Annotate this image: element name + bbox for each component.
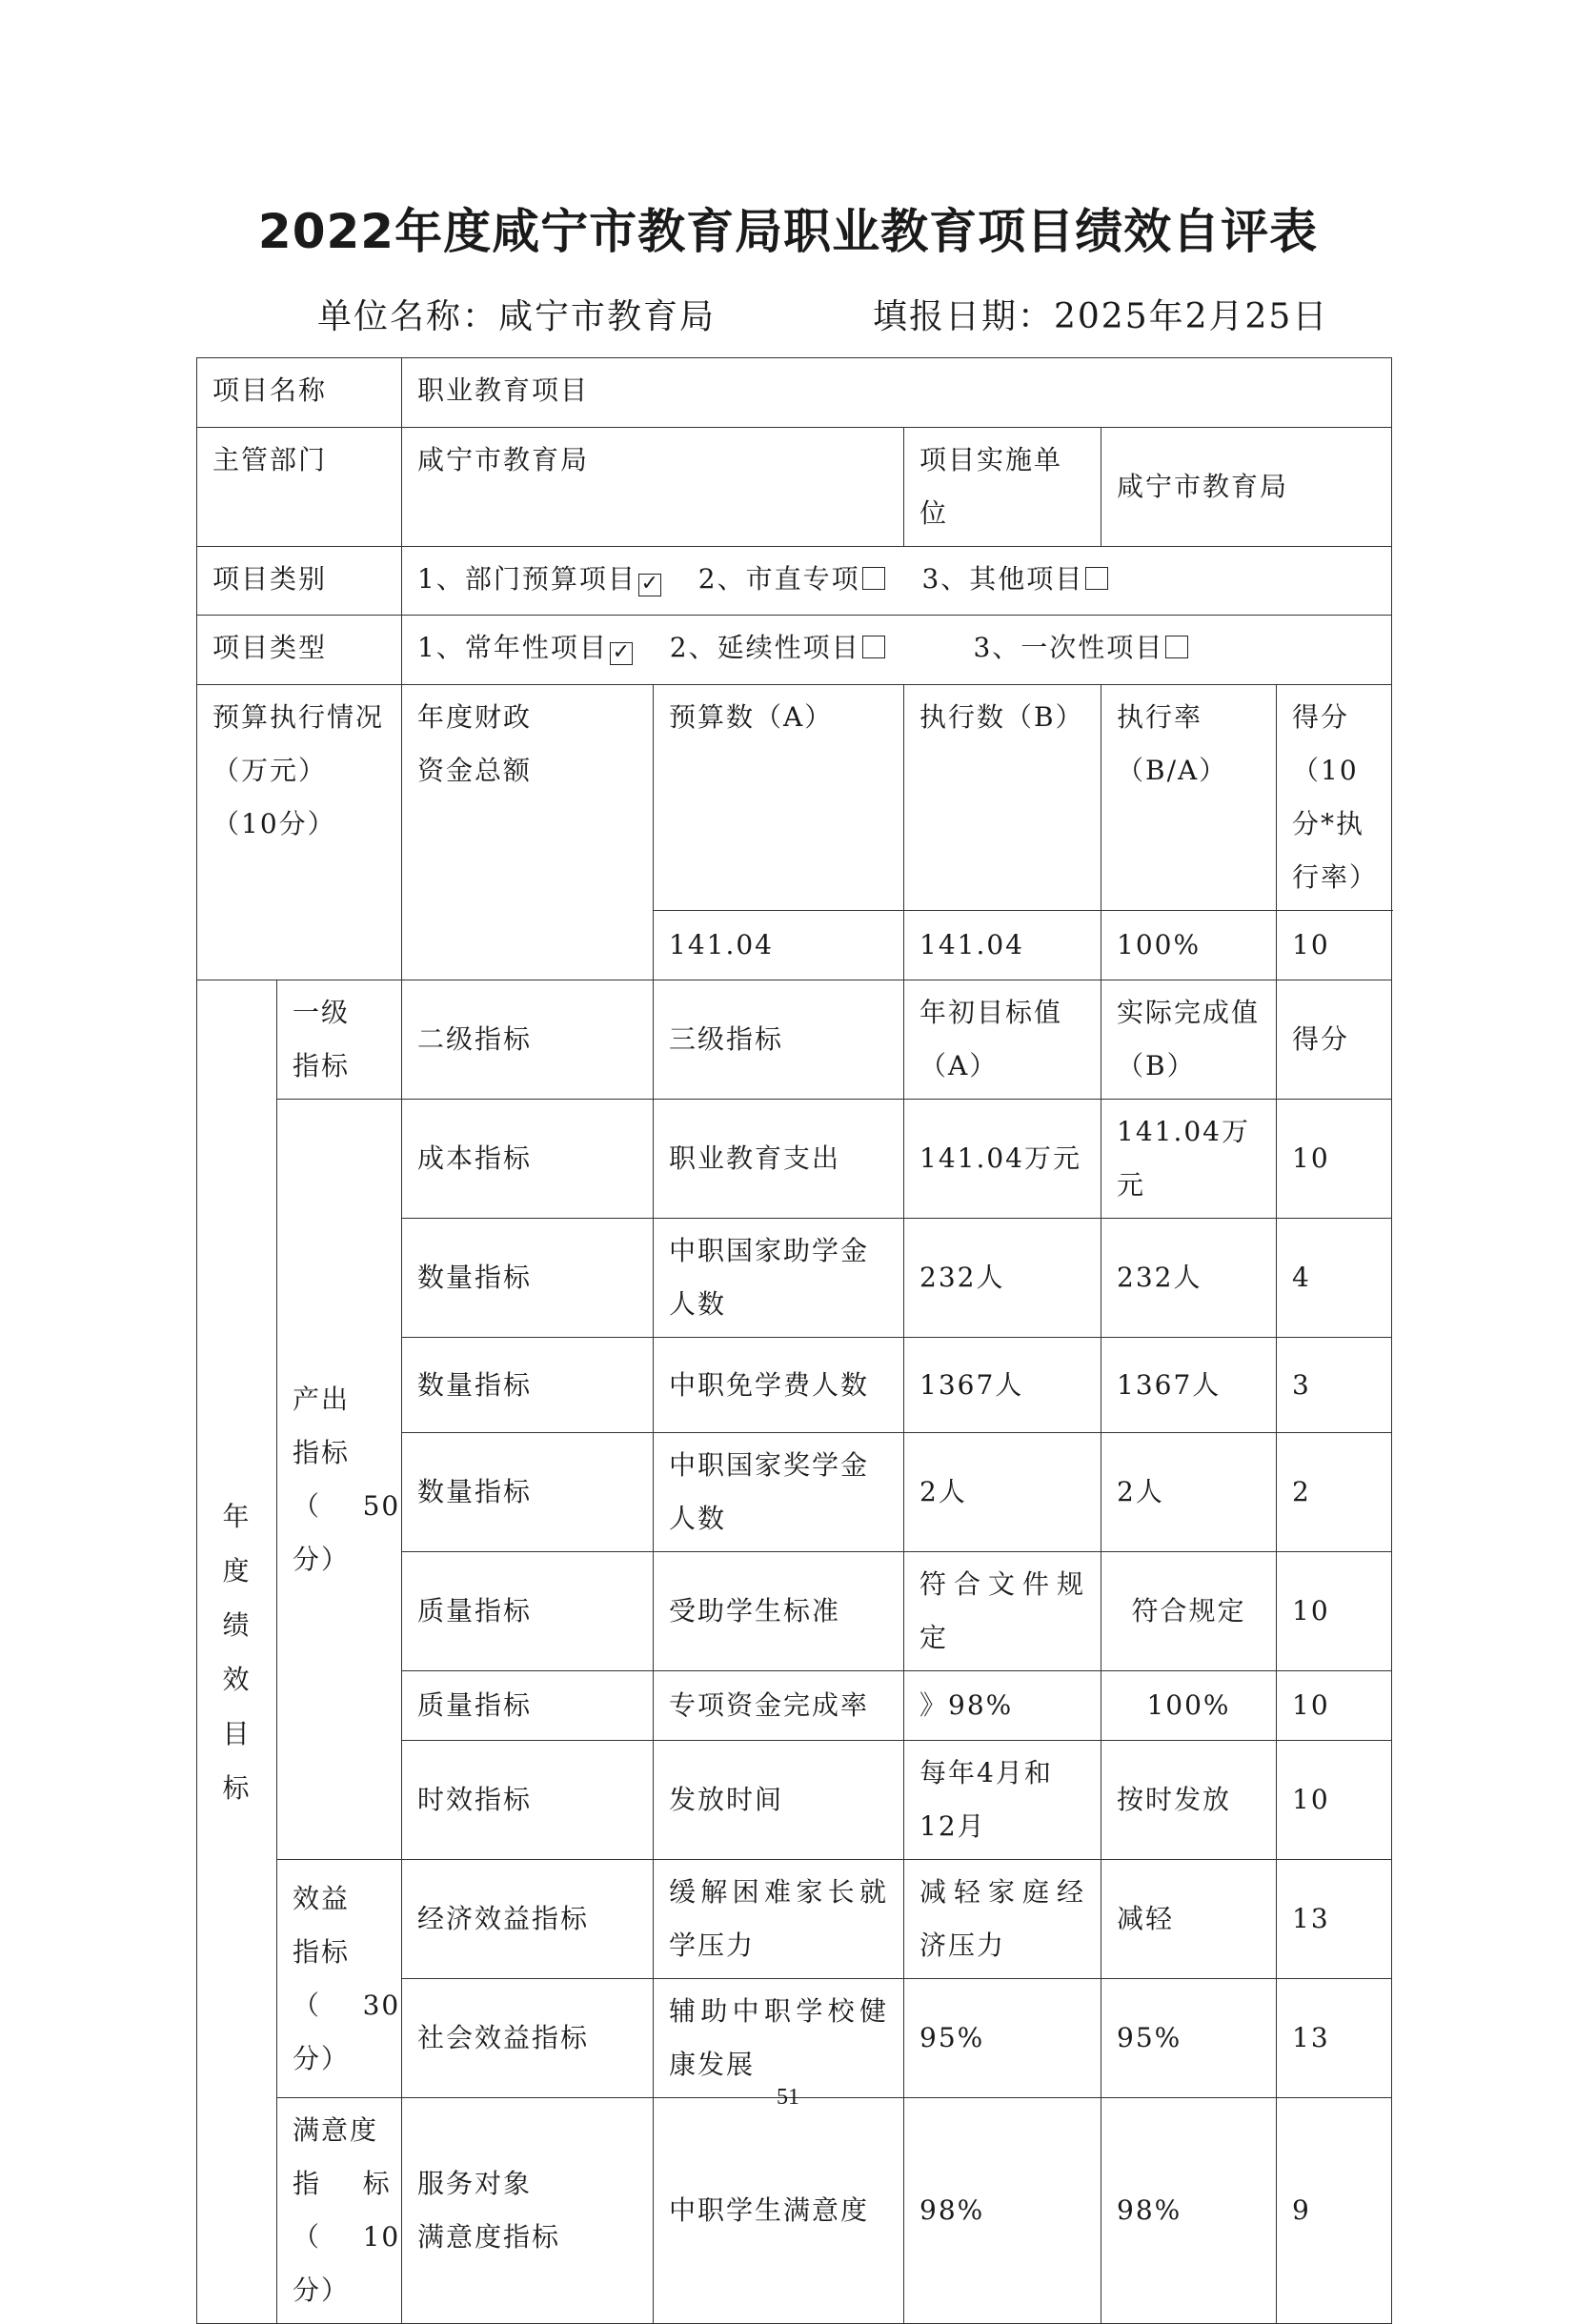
report-date: 填报日期：2025年2月25日 bbox=[873, 297, 1329, 336]
row-target: 1367人 bbox=[904, 1338, 1101, 1433]
row-actual: 98% bbox=[1101, 2098, 1277, 2324]
table-row bbox=[197, 2098, 1392, 2324]
score-head: 得分 （10分*执行率） bbox=[1277, 685, 1392, 911]
page-title: 2022年度咸宁市教育局职业教育项目绩效自评表 bbox=[257, 204, 1319, 259]
checkbox-checked-icon: ✓ bbox=[610, 642, 633, 665]
head-target: 年初目标值 （A） bbox=[904, 980, 1101, 1100]
type-opt3: 3、一次性项目 bbox=[973, 632, 1164, 663]
row-score: 10 bbox=[1277, 1671, 1392, 1741]
row-l2: 服务对象 满意度指标 bbox=[402, 2098, 654, 2324]
exec-value: 141.04 bbox=[904, 911, 1101, 980]
row-score: 9 bbox=[1277, 2098, 1392, 2324]
project-name-value: 职业教育项目 bbox=[402, 358, 1392, 428]
row-l3: 中职国家助学金人数 bbox=[654, 1219, 904, 1338]
row-l3: 专项资金完成率 bbox=[654, 1671, 904, 1741]
row-l3: 中职学生满意度 bbox=[654, 2098, 904, 2324]
row-department bbox=[197, 428, 1392, 547]
row-perf-header bbox=[197, 980, 1392, 1100]
row-target: 每年4月和12月 bbox=[904, 1741, 1101, 1860]
row-budget-header bbox=[197, 685, 1392, 911]
head-level3: 三级指标 bbox=[654, 980, 904, 1100]
row-score: 13 bbox=[1277, 1979, 1392, 2098]
row-target: 141.04万元 bbox=[904, 1100, 1101, 1219]
row-l2: 经济效益指标 bbox=[402, 1860, 654, 1979]
perf-section-label: 年 度 绩 效 目 标 bbox=[197, 980, 277, 2324]
row-l2: 社会效益指标 bbox=[402, 1979, 654, 2098]
benefit-indicator-label: 效益 指标 （ 30 分） bbox=[277, 1860, 402, 2098]
row-l3: 中职免学费人数 bbox=[654, 1338, 904, 1433]
impl-value: 咸宁市教育局 bbox=[1101, 428, 1392, 547]
row-score: 10 bbox=[1277, 1552, 1392, 1671]
row-l3: 职业教育支出 bbox=[654, 1100, 904, 1219]
row-l2: 质量指标 bbox=[402, 1671, 654, 1741]
project-name-label: 项目名称 bbox=[197, 358, 402, 428]
row-category bbox=[197, 547, 1392, 616]
checkbox-checked-icon: ✓ bbox=[638, 574, 661, 596]
row-l2: 成本指标 bbox=[402, 1100, 654, 1219]
exec-head: 执行数（B） bbox=[904, 685, 1101, 911]
row-l3: 受助学生标准 bbox=[654, 1552, 904, 1671]
category-label: 项目类别 bbox=[197, 547, 402, 616]
row-score: 13 bbox=[1277, 1860, 1392, 1979]
rate-value: 100% bbox=[1101, 911, 1277, 980]
dept-label: 主管部门 bbox=[197, 428, 402, 547]
row-l2: 数量指标 bbox=[402, 1338, 654, 1433]
checkbox-empty-icon bbox=[1085, 567, 1108, 590]
head-level2: 二级指标 bbox=[402, 980, 654, 1100]
row-actual: 2人 bbox=[1101, 1433, 1277, 1552]
row-l2: 数量指标 bbox=[402, 1219, 654, 1338]
row-project-name bbox=[197, 358, 1392, 428]
type-options bbox=[402, 616, 1392, 685]
row-actual: 100% bbox=[1101, 1671, 1277, 1741]
category-opt3: 3、其他项目 bbox=[921, 563, 1084, 595]
type-opt2: 2、延续性项目 bbox=[669, 632, 860, 663]
checkbox-empty-icon bbox=[862, 567, 885, 590]
row-actual: 符合规定 bbox=[1101, 1552, 1277, 1671]
row-target: 符合文件规定 bbox=[904, 1552, 1101, 1671]
row-target: 95% bbox=[904, 1979, 1101, 2098]
row-target: 》98% bbox=[904, 1671, 1101, 1741]
row-actual: 减轻 bbox=[1101, 1860, 1277, 1979]
checkbox-empty-icon bbox=[862, 636, 885, 658]
row-l3: 中职国家奖学金人数 bbox=[654, 1433, 904, 1552]
page-number: 51 bbox=[777, 2085, 799, 2110]
impl-label: 项目实施单位 bbox=[904, 428, 1101, 547]
row-score: 2 bbox=[1277, 1433, 1392, 1552]
head-actual: 实际完成值 （B） bbox=[1101, 980, 1277, 1100]
row-target: 232人 bbox=[904, 1219, 1101, 1338]
type-opt1: 1、常年性项目 bbox=[417, 632, 608, 663]
row-actual: 232人 bbox=[1101, 1219, 1277, 1338]
row-actual: 141.04万元 bbox=[1101, 1100, 1277, 1219]
row-l2: 质量指标 bbox=[402, 1552, 654, 1671]
row-target: 2人 bbox=[904, 1433, 1101, 1552]
row-type bbox=[197, 616, 1392, 685]
category-options bbox=[402, 547, 1392, 616]
category-opt2: 2、市直专项 bbox=[697, 563, 860, 595]
budget-head: 预算数（A） bbox=[654, 685, 904, 911]
satisfaction-indicator-label: 满意度 指 标 （ 10 分） bbox=[277, 2098, 402, 2324]
evaluation-table bbox=[196, 357, 1392, 2324]
row-l2: 时效指标 bbox=[402, 1741, 654, 1860]
row-target: 98% bbox=[904, 2098, 1101, 2324]
row-actual: 1367人 bbox=[1101, 1338, 1277, 1433]
row-l3: 辅助中职学校健康发展 bbox=[654, 1979, 904, 2098]
rate-head: 执行率（B/A） bbox=[1101, 685, 1277, 911]
row-l3: 发放时间 bbox=[654, 1741, 904, 1860]
table-row bbox=[197, 1100, 1392, 1219]
row-target: 减轻家庭经济压力 bbox=[904, 1860, 1101, 1979]
budget-label: 预算执行情况 （万元） （10分） bbox=[197, 685, 402, 980]
budget-value: 141.04 bbox=[654, 911, 904, 980]
row-l2: 数量指标 bbox=[402, 1433, 654, 1552]
head-level1: 一级 指标 bbox=[277, 980, 402, 1100]
type-label: 项目类型 bbox=[197, 616, 402, 685]
checkbox-empty-icon bbox=[1165, 636, 1188, 658]
row-score: 10 bbox=[1277, 1100, 1392, 1219]
budget-total-label: 年度财政 资金总额 bbox=[402, 685, 654, 980]
row-score: 3 bbox=[1277, 1338, 1392, 1433]
row-actual: 95% bbox=[1101, 1979, 1277, 2098]
row-score: 4 bbox=[1277, 1219, 1392, 1338]
row-l3: 缓解困难家长就学压力 bbox=[654, 1860, 904, 1979]
output-indicator-label: 产出 指标 （ 50 分） bbox=[277, 1100, 402, 1860]
head-score: 得分 bbox=[1277, 980, 1392, 1100]
row-score: 10 bbox=[1277, 1741, 1392, 1860]
dept-value: 咸宁市教育局 bbox=[402, 428, 904, 547]
unit-name: 单位名称：咸宁市教育局 bbox=[317, 297, 717, 336]
row-actual: 按时发放 bbox=[1101, 1741, 1277, 1860]
score-value: 10 bbox=[1277, 911, 1392, 980]
category-opt1: 1、部门预算项目 bbox=[417, 563, 636, 595]
table-row bbox=[197, 1860, 1392, 1979]
